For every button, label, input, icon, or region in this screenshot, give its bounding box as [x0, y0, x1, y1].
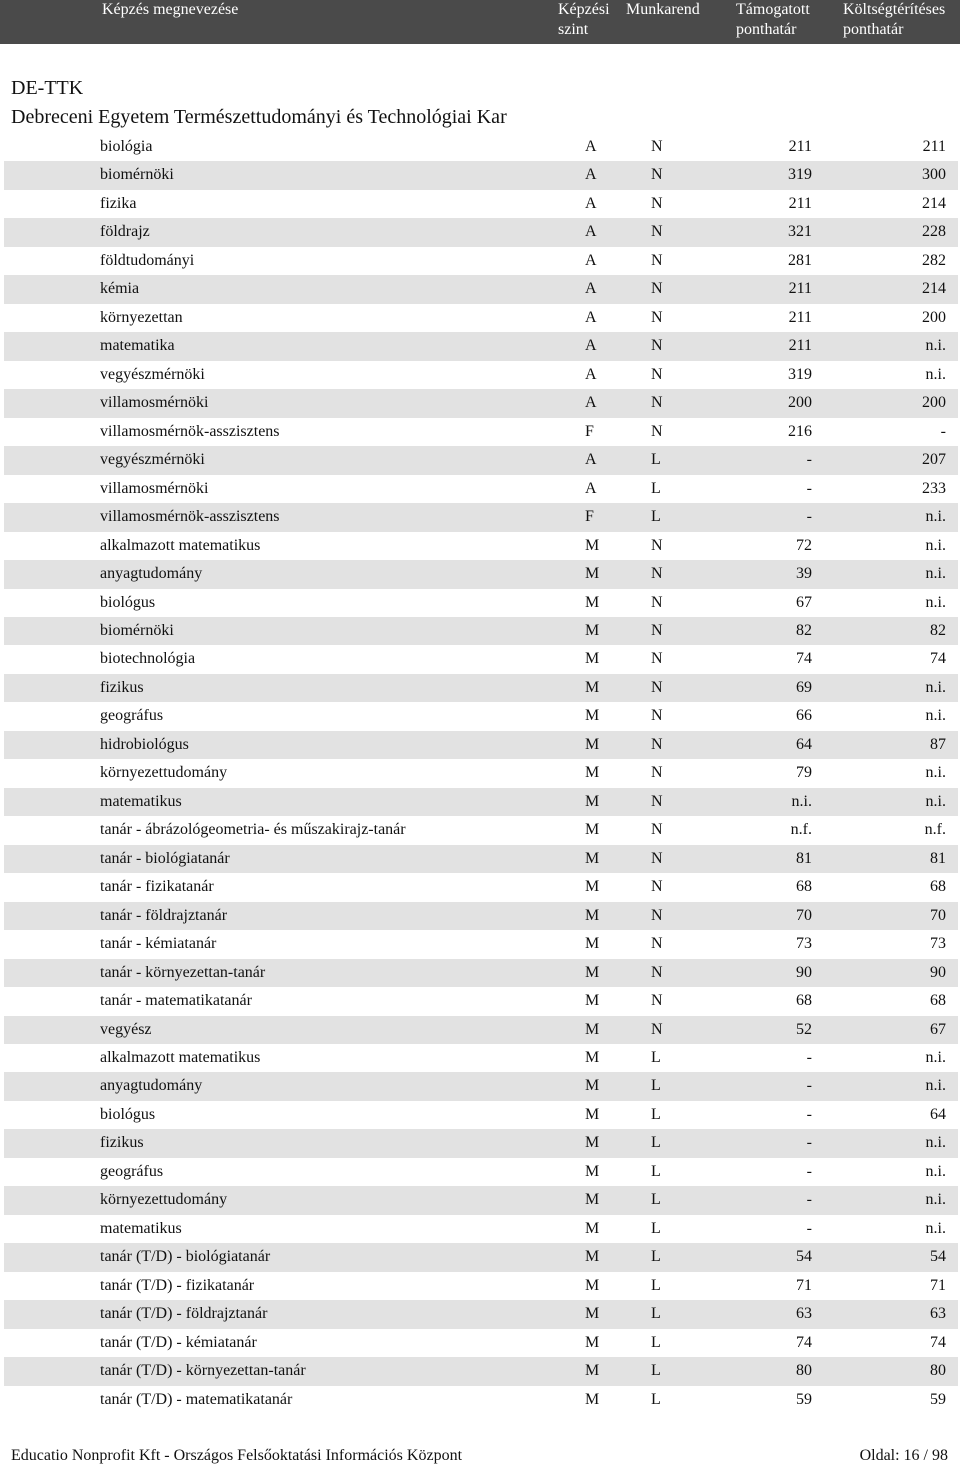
- faculty-name: Debreceni Egyetem Természettudományi és Technológiai Kar: [11, 106, 507, 128]
- supported-threshold-cell: 211: [788, 138, 812, 155]
- level-cell: F: [585, 508, 594, 526]
- schedule-cell: N: [651, 1020, 663, 1038]
- schedule-cell: N: [651, 707, 663, 725]
- table-row: [4, 930, 958, 958]
- schedule-cell: L: [651, 1248, 661, 1266]
- level-cell: M: [585, 536, 600, 554]
- fee-threshold-cell: 300: [922, 166, 946, 184]
- level-cell: M: [585, 707, 600, 725]
- level-cell: M: [585, 565, 600, 583]
- supported-threshold-cell: 216: [788, 422, 812, 440]
- fee-threshold-cell: 214: [922, 280, 946, 298]
- program-name-cell: villamosmérnöki: [100, 479, 209, 497]
- table-row: [4, 332, 958, 360]
- faculty-heading: [11, 74, 507, 132]
- supported-threshold-cell: 211: [788, 308, 812, 326]
- fee-threshold-cell: n.i.: [925, 565, 946, 583]
- program-name-cell: tanár (T/D) - matematikatanár: [100, 1390, 293, 1408]
- fee-threshold-cell: n.i.: [925, 1134, 946, 1152]
- level-cell: M: [585, 1362, 600, 1380]
- table-row: [4, 1329, 958, 1357]
- table-row: [4, 247, 958, 275]
- supported-threshold-cell: -: [806, 1105, 812, 1123]
- level-cell: M: [585, 821, 600, 839]
- header-supported-line1: Támogatott: [736, 1, 810, 18]
- level-cell: A: [585, 479, 597, 497]
- program-name-cell: földtudományi: [100, 251, 195, 269]
- schedule-cell: L: [651, 1276, 661, 1294]
- supported-threshold-cell: -: [806, 1162, 812, 1180]
- table-row: [4, 816, 958, 844]
- program-name-cell: tanár - környezettan-tanár: [100, 963, 266, 981]
- level-cell: A: [585, 337, 597, 355]
- supported-threshold-cell: 211: [788, 280, 812, 298]
- supported-threshold-cell: 66: [796, 707, 812, 725]
- program-name-cell: vegyészmérnöki: [100, 451, 205, 469]
- program-name-cell: tanár (T/D) - fizikatanár: [100, 1276, 255, 1294]
- table-row: [4, 617, 958, 645]
- header-cost-line2: ponthatár: [843, 21, 904, 38]
- program-name-cell: anyagtudomány: [100, 565, 203, 583]
- program-name-cell: biomérnöki: [100, 621, 174, 639]
- table-row: [4, 446, 958, 474]
- header-program-name-label: Képzés megnevezése: [102, 1, 239, 18]
- supported-threshold-cell: 54: [796, 1248, 812, 1266]
- level-cell: A: [585, 451, 597, 469]
- level-cell: M: [585, 1105, 600, 1123]
- schedule-cell: N: [651, 138, 663, 155]
- level-cell: M: [585, 621, 600, 639]
- schedule-cell: L: [651, 1077, 661, 1095]
- header-level-line1: Képzési: [558, 1, 610, 18]
- schedule-cell: N: [651, 878, 663, 896]
- schedule-cell: L: [651, 1390, 661, 1408]
- level-cell: A: [585, 365, 597, 383]
- program-name-cell: tanár (T/D) - földrajztanár: [100, 1305, 268, 1323]
- table-row: [4, 133, 958, 161]
- fee-threshold-cell: n.i.: [925, 678, 946, 696]
- level-cell: M: [585, 1134, 600, 1152]
- supported-threshold-cell: 67: [796, 593, 812, 611]
- program-name-cell: villamosmérnök-asszisztens: [100, 508, 280, 526]
- program-name-cell: alkalmazott matematikus: [100, 1049, 261, 1066]
- schedule-cell: N: [651, 422, 663, 440]
- program-name-cell: tanár (T/D) - kémiatanár: [100, 1333, 257, 1351]
- program-name-cell: biológus: [100, 593, 156, 611]
- program-name-cell: tanár - ábrázológeometria- és műszakirajz-tanár: [100, 821, 406, 839]
- supported-threshold-cell: 281: [788, 251, 812, 269]
- level-cell: M: [585, 593, 600, 611]
- schedule-cell: N: [651, 251, 663, 269]
- fee-threshold-cell: n.i.: [925, 792, 946, 810]
- supported-threshold-cell: 73: [796, 935, 812, 953]
- fee-threshold-cell: n.i.: [925, 1219, 946, 1237]
- level-cell: A: [585, 138, 597, 155]
- fee-threshold-cell: n.i.: [925, 1191, 946, 1209]
- footer-publisher: Educatio Nonprofit Kft - Országos Felsőoktatási Információs Központ: [11, 1447, 463, 1464]
- fee-threshold-cell: 282: [922, 251, 946, 269]
- level-cell: A: [585, 280, 597, 298]
- schedule-cell: N: [651, 337, 663, 355]
- supported-threshold-cell: 90: [796, 963, 812, 981]
- schedule-cell: N: [651, 849, 663, 867]
- level-cell: M: [585, 1162, 600, 1180]
- program-name-cell: biológus: [100, 1105, 156, 1123]
- schedule-cell: N: [651, 792, 663, 810]
- footer-page-number: Oldal: 16 / 98: [859, 1447, 948, 1464]
- fee-threshold-cell: 70: [930, 906, 946, 924]
- table-row: [4, 959, 958, 987]
- header-schedule: [626, 0, 700, 20]
- level-cell: A: [585, 166, 597, 184]
- table-row: [4, 702, 958, 730]
- table-row: [4, 1272, 958, 1300]
- schedule-cell: N: [651, 735, 663, 753]
- program-name-cell: geográfus: [100, 707, 164, 725]
- program-table-body: [4, 133, 958, 1414]
- fee-threshold-cell: 64: [930, 1105, 946, 1123]
- supported-threshold-cell: 72: [796, 536, 812, 554]
- supported-threshold-cell: 68: [796, 878, 812, 896]
- supported-threshold-cell: -: [806, 451, 812, 469]
- schedule-cell: N: [651, 394, 663, 412]
- schedule-cell: L: [651, 1105, 661, 1123]
- fee-threshold-cell: 80: [930, 1362, 946, 1380]
- fee-threshold-cell: 200: [922, 308, 946, 326]
- table-row: [4, 1016, 958, 1044]
- program-name-cell: környezettan: [100, 308, 183, 326]
- supported-threshold-cell: -: [806, 1134, 812, 1152]
- program-name-cell: biomérnöki: [100, 166, 174, 184]
- fee-threshold-cell: n.i.: [925, 1049, 946, 1066]
- program-name-cell: villamosmérnöki: [100, 394, 209, 412]
- fee-threshold-cell: 68: [930, 992, 946, 1010]
- table-row: [4, 361, 958, 389]
- fee-threshold-cell: 214: [922, 194, 946, 212]
- table-row: [4, 389, 958, 417]
- schedule-cell: N: [651, 935, 663, 953]
- schedule-cell: L: [651, 1049, 661, 1066]
- supported-threshold-cell: 200: [788, 394, 812, 412]
- header-level-line2: szint: [558, 21, 589, 38]
- table-row: [4, 503, 958, 531]
- program-name-cell: vegyészmérnöki: [100, 365, 205, 383]
- schedule-cell: N: [651, 308, 663, 326]
- fee-threshold-cell: n.f.: [924, 821, 946, 839]
- supported-threshold-cell: -: [806, 1077, 812, 1095]
- level-cell: M: [585, 1020, 600, 1038]
- supported-threshold-cell: -: [806, 508, 812, 526]
- schedule-cell: N: [651, 536, 663, 554]
- schedule-cell: N: [651, 166, 663, 184]
- schedule-cell: N: [651, 906, 663, 924]
- table-row: [4, 1386, 958, 1414]
- header-level: [558, 0, 614, 40]
- fee-threshold-cell: 67: [930, 1020, 946, 1038]
- level-cell: F: [585, 422, 594, 440]
- supported-threshold-cell: 319: [788, 365, 812, 383]
- table-row: [4, 218, 958, 246]
- schedule-cell: L: [651, 451, 661, 469]
- table-row: [4, 1072, 958, 1100]
- schedule-cell: L: [651, 1219, 661, 1237]
- schedule-cell: N: [651, 565, 663, 583]
- schedule-cell: N: [651, 223, 663, 241]
- level-cell: M: [585, 678, 600, 696]
- table-row: [4, 589, 958, 617]
- level-cell: M: [585, 764, 600, 782]
- table-row: [4, 1158, 958, 1186]
- supported-threshold-cell: 68: [796, 992, 812, 1010]
- table-header: [0, 0, 960, 44]
- program-name-cell: tanár (T/D) - biológiatanár: [100, 1248, 271, 1266]
- table-row: [4, 788, 958, 816]
- level-cell: M: [585, 1333, 600, 1351]
- table-row: [4, 845, 958, 873]
- level-cell: M: [585, 792, 600, 810]
- fee-threshold-cell: n.i.: [925, 707, 946, 725]
- supported-threshold-cell: 321: [788, 223, 812, 241]
- schedule-cell: N: [651, 821, 663, 839]
- fee-threshold-cell: 200: [922, 394, 946, 412]
- table-row: [4, 731, 958, 759]
- level-cell: M: [585, 735, 600, 753]
- table-row: [4, 1101, 958, 1129]
- fee-threshold-cell: n.i.: [925, 593, 946, 611]
- schedule-cell: L: [651, 1305, 661, 1323]
- supported-threshold-cell: 81: [796, 849, 812, 867]
- table-row: [4, 161, 958, 189]
- fee-threshold-cell: 71: [930, 1276, 946, 1294]
- program-name-cell: tanár - biológiatanár: [100, 849, 230, 867]
- supported-threshold-cell: 80: [796, 1362, 812, 1380]
- program-name-cell: kémia: [100, 280, 140, 298]
- fee-threshold-cell: 68: [930, 878, 946, 896]
- supported-threshold-cell: 71: [796, 1276, 812, 1294]
- supported-threshold-cell: n.f.: [790, 821, 812, 839]
- supported-threshold-cell: 211: [788, 337, 812, 355]
- fee-threshold-cell: 63: [930, 1305, 946, 1323]
- header-program-name: [102, 0, 238, 20]
- program-name-cell: villamosmérnök-asszisztens: [100, 422, 280, 440]
- level-cell: M: [585, 878, 600, 896]
- supported-threshold-cell: 69: [796, 678, 812, 696]
- schedule-cell: N: [651, 194, 663, 212]
- schedule-cell: L: [651, 1191, 661, 1209]
- level-cell: M: [585, 963, 600, 981]
- schedule-cell: L: [651, 1162, 661, 1180]
- fee-threshold-cell: 54: [930, 1248, 946, 1266]
- program-name-cell: anyagtudomány: [100, 1077, 203, 1095]
- fee-threshold-cell: -: [940, 422, 946, 440]
- table-row: [4, 418, 958, 446]
- level-cell: M: [585, 1248, 600, 1266]
- level-cell: M: [585, 906, 600, 924]
- table-row: [4, 190, 958, 218]
- level-cell: M: [585, 1077, 600, 1095]
- supported-threshold-cell: 211: [788, 194, 812, 212]
- supported-threshold-cell: 82: [796, 621, 812, 639]
- program-name-cell: vegyész: [100, 1020, 152, 1038]
- program-name-cell: tanár - földrajztanár: [100, 906, 228, 924]
- level-cell: M: [585, 1390, 600, 1408]
- supported-threshold-cell: 59: [796, 1390, 812, 1408]
- schedule-cell: L: [651, 1134, 661, 1152]
- schedule-cell: N: [651, 621, 663, 639]
- level-cell: M: [585, 935, 600, 953]
- fee-threshold-cell: n.i.: [925, 1077, 946, 1095]
- level-cell: A: [585, 223, 597, 241]
- table-row: [4, 987, 958, 1015]
- supported-threshold-cell: 70: [796, 906, 812, 924]
- fee-threshold-cell: 74: [930, 650, 946, 668]
- table-row: [4, 1243, 958, 1271]
- level-cell: A: [585, 194, 597, 212]
- schedule-cell: L: [651, 508, 661, 526]
- fee-threshold-cell: 74: [930, 1333, 946, 1351]
- fee-threshold-cell: 87: [930, 735, 946, 753]
- schedule-cell: N: [651, 963, 663, 981]
- supported-threshold-cell: 319: [788, 166, 812, 184]
- table-row: [4, 1357, 958, 1385]
- table-row: [4, 560, 958, 588]
- program-name-cell: tanár (T/D) - környezettan-tanár: [100, 1362, 306, 1380]
- schedule-cell: N: [651, 678, 663, 696]
- fee-threshold-cell: n.i.: [925, 337, 946, 355]
- fee-threshold-cell: 81: [930, 849, 946, 867]
- header-fee-paying-threshold: [843, 0, 953, 40]
- schedule-cell: N: [651, 764, 663, 782]
- program-name-cell: geográfus: [100, 1162, 164, 1180]
- program-name-cell: fizikus: [100, 678, 144, 696]
- table-row: [4, 532, 958, 560]
- program-name-cell: környezettudomány: [100, 1191, 228, 1209]
- program-name-cell: fizikus: [100, 1134, 144, 1152]
- program-name-cell: földrajz: [100, 223, 150, 241]
- header-supported-line2: ponthatár: [736, 21, 797, 38]
- program-name-cell: fizika: [100, 194, 137, 212]
- level-cell: M: [585, 650, 600, 668]
- table-row: [4, 475, 958, 503]
- supported-threshold-cell: 79: [796, 764, 812, 782]
- table-row: [4, 759, 958, 787]
- fee-threshold-cell: 73: [930, 935, 946, 953]
- program-name-cell: alkalmazott matematikus: [100, 536, 261, 554]
- supported-threshold-cell: 52: [796, 1020, 812, 1038]
- level-cell: M: [585, 1305, 600, 1323]
- fee-threshold-cell: n.i.: [925, 536, 946, 554]
- schedule-cell: N: [651, 593, 663, 611]
- level-cell: M: [585, 1219, 600, 1237]
- supported-threshold-cell: 74: [796, 650, 812, 668]
- fee-threshold-cell: 233: [922, 479, 946, 497]
- table-row: [4, 1044, 958, 1072]
- table-row: [4, 1186, 958, 1214]
- program-name-cell: tanár - matematikatanár: [100, 992, 252, 1010]
- table-row: [4, 1215, 958, 1243]
- schedule-cell: N: [651, 650, 663, 668]
- schedule-cell: N: [651, 280, 663, 298]
- supported-threshold-cell: -: [806, 1191, 812, 1209]
- supported-threshold-cell: 39: [796, 565, 812, 583]
- level-cell: M: [585, 992, 600, 1010]
- program-name-cell: hidrobiológus: [100, 735, 189, 753]
- supported-threshold-cell: -: [806, 479, 812, 497]
- table-row: [4, 873, 958, 901]
- program-name-cell: tanár - kémiatanár: [100, 935, 217, 953]
- table-row: [4, 674, 958, 702]
- fee-threshold-cell: 207: [922, 451, 946, 469]
- fee-threshold-cell: 211: [922, 138, 946, 155]
- supported-threshold-cell: n.i.: [791, 792, 812, 810]
- program-name-cell: matematikus: [100, 792, 182, 810]
- supported-threshold-cell: 64: [796, 735, 812, 753]
- fee-threshold-cell: n.i.: [925, 1162, 946, 1180]
- table-row: [4, 304, 958, 332]
- fee-threshold-cell: n.i.: [925, 764, 946, 782]
- program-name-cell: matematika: [100, 337, 175, 355]
- level-cell: A: [585, 251, 597, 269]
- fee-threshold-cell: 82: [930, 621, 946, 639]
- table-row: [4, 1300, 958, 1328]
- header-supported-threshold: [736, 0, 820, 40]
- level-cell: A: [585, 394, 597, 412]
- header-schedule-label: Munkarend: [626, 1, 700, 18]
- schedule-cell: N: [651, 365, 663, 383]
- level-cell: M: [585, 1049, 600, 1066]
- schedule-cell: L: [651, 1333, 661, 1351]
- table-row: [4, 902, 958, 930]
- fee-threshold-cell: 90: [930, 963, 946, 981]
- program-name-cell: tanár - fizikatanár: [100, 878, 214, 896]
- table-row: [4, 1129, 958, 1157]
- faculty-code: DE-TTK: [11, 77, 84, 99]
- table-row: [4, 275, 958, 303]
- fee-threshold-cell: n.i.: [925, 508, 946, 526]
- level-cell: M: [585, 849, 600, 867]
- supported-threshold-cell: 74: [796, 1333, 812, 1351]
- supported-threshold-cell: -: [806, 1049, 812, 1066]
- schedule-cell: L: [651, 479, 661, 497]
- fee-threshold-cell: 59: [930, 1390, 946, 1408]
- header-cost-line1: Költségtérítéses: [843, 1, 946, 18]
- program-name-cell: biotechnológia: [100, 650, 196, 668]
- level-cell: M: [585, 1276, 600, 1294]
- level-cell: M: [585, 1191, 600, 1209]
- level-cell: A: [585, 308, 597, 326]
- program-name-cell: környezettudomány: [100, 764, 228, 782]
- schedule-cell: L: [651, 1362, 661, 1380]
- schedule-cell: N: [651, 992, 663, 1010]
- supported-threshold-cell: 63: [796, 1305, 812, 1323]
- fee-threshold-cell: 228: [922, 223, 946, 241]
- program-name-cell: matematikus: [100, 1219, 182, 1237]
- table-row: [4, 645, 958, 673]
- program-name-cell: biológia: [100, 138, 153, 155]
- fee-threshold-cell: n.i.: [925, 365, 946, 383]
- supported-threshold-cell: -: [806, 1219, 812, 1237]
